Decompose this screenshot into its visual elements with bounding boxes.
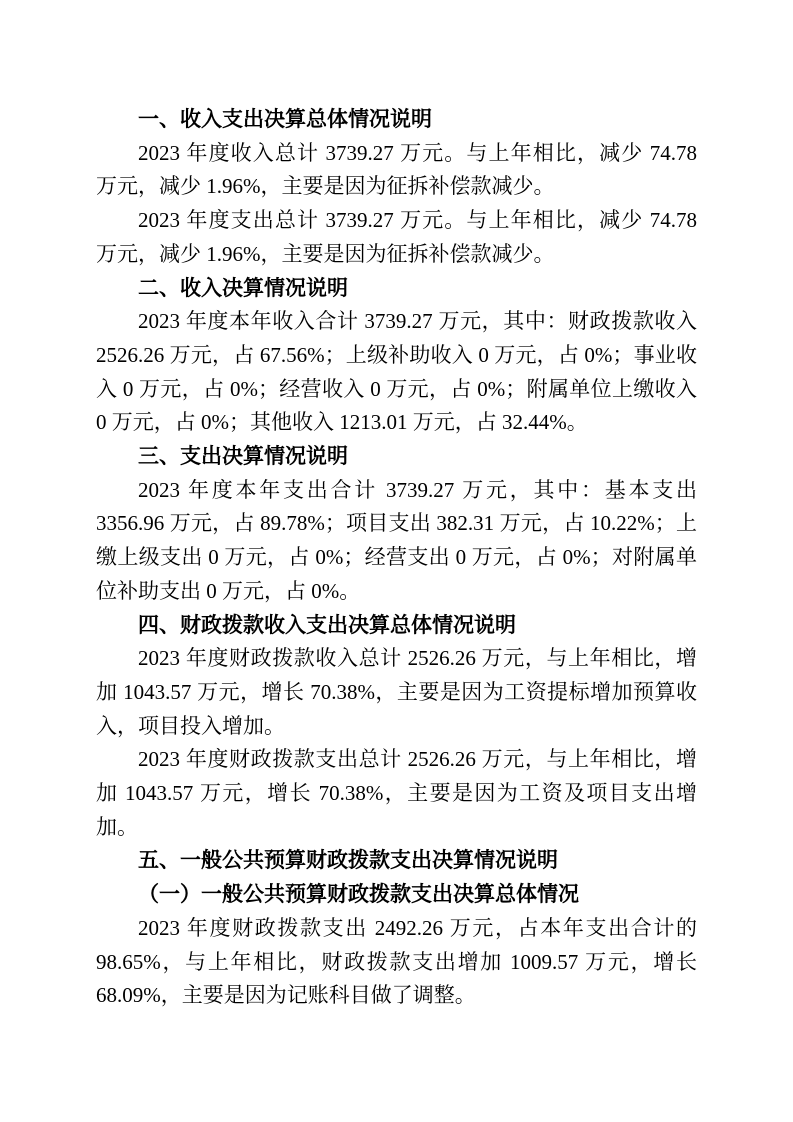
paragraph: 2023 年度收入总计 3739.27 万元。与上年相比，减少 74.78 万元，减少 1.96%，主要是因为征拆补偿款减少。 bbox=[96, 140, 697, 199]
section-subheading: （一）一般公共预算财政拨款支出决算总体情况 bbox=[138, 883, 579, 907]
section-heading: 三、支出决算情况说明 bbox=[138, 445, 348, 469]
document-content bbox=[96, 103, 697, 1013]
paragraph: 2023 年度支出总计 3739.27 万元。与上年相比，减少 74.78 万元，减少 1.96%，主要是因为征拆补偿款减少。 bbox=[96, 208, 697, 266]
paragraph: 2023 年度财政拨款收入总计 2526.26 万元，与上年相比，增加 1043.57 万元，增长 70.38%，主要是因为工资提标增加预算收入，项目投入增加。 bbox=[96, 646, 697, 738]
paragraph: 2023 年度本年支出合计 3739.27 万元，其中：基本支出 3356.96 万元，占 89.78%；项目支出 382.31 万元，占 10.22%；上缴上级支出 0 万元，占 0%；经营支出 0 万元，占 0%；对附属单位补助支出 0 万元，占 0%。 bbox=[96, 477, 697, 603]
section-heading: 五、一般公共预算财政拨款支出决算情况说明 bbox=[138, 849, 558, 873]
section-heading: 四、财政拨款收入支出决算总体情况说明 bbox=[138, 613, 516, 637]
paragraph: 2023 年度本年收入合计 3739.27 万元，其中：财政拨款收入 2526.26 万元，占 67.56%；上级补助收入 0 万元，占 0%；事业收入 0 万元，占 0%；经营收入 0 万元，占 0%；附属单位上缴收入 0 万元，占 0%；其他收入 1213.01 万元，占 32.44%。 bbox=[96, 309, 697, 435]
section-heading: 二、收入决算情况说明 bbox=[138, 276, 348, 300]
paragraph: 2023 年度财政拨款支出总计 2526.26 万元，与上年相比，增加 1043.57 万元，增长 70.38%，主要是因为工资及项目支出增加。 bbox=[96, 747, 697, 839]
section-heading: 一、收入支出决算总体情况说明 bbox=[138, 108, 432, 131]
paragraph: 2023 年度财政拨款支出 2492.26 万元，占本年支出合计的 98.65%，与上年相比，财政拨款支出增加 1009.57 万元，增长 68.09%，主要是因为记账科目做了调整。 bbox=[96, 915, 697, 1008]
